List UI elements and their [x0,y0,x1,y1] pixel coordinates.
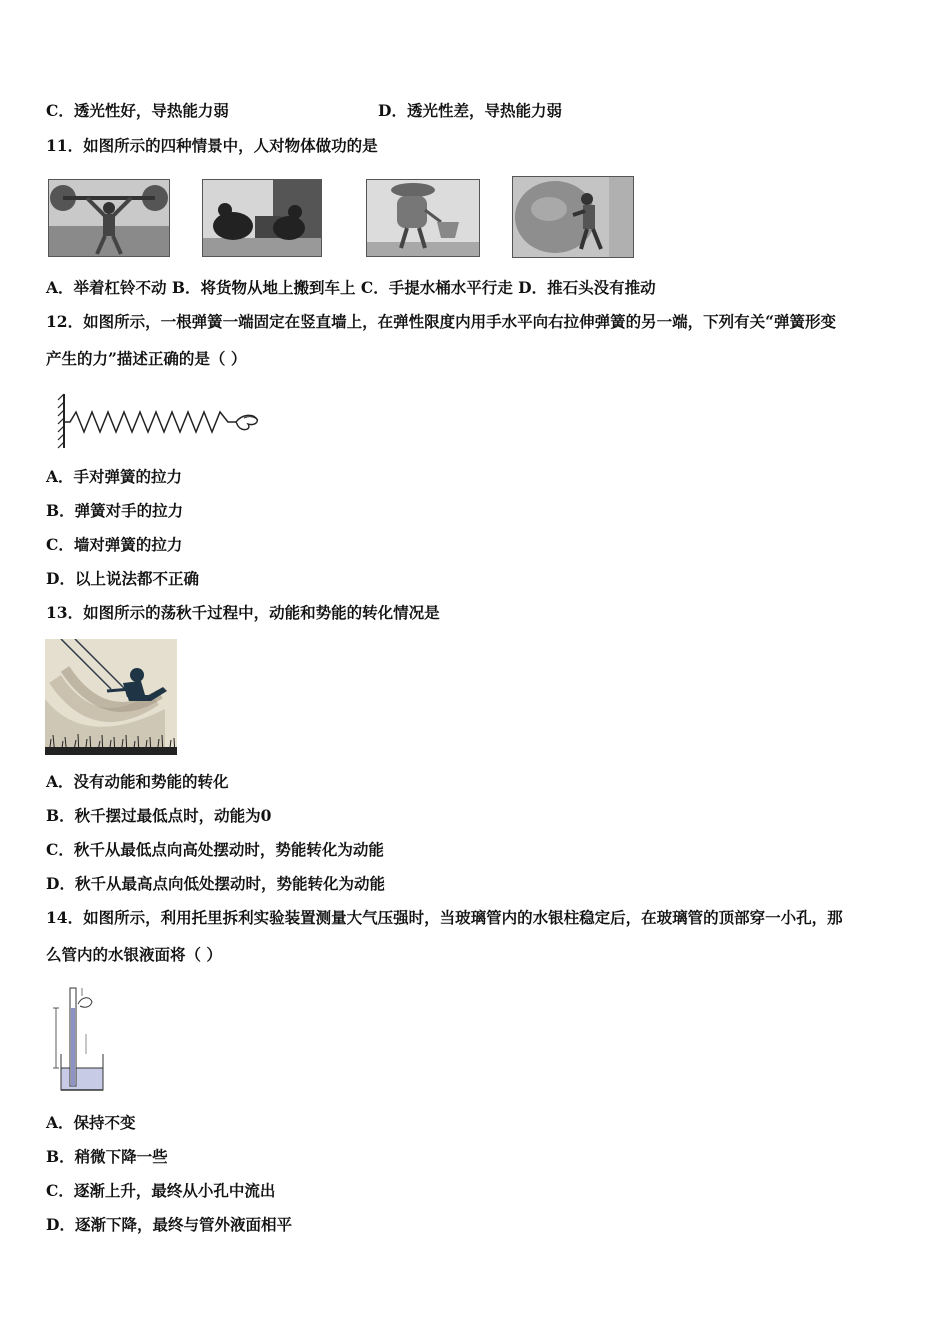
q12-spring-figure [56,392,262,450]
q13-option-a: A．没有动能和势能的转化 [46,772,229,791]
swing-illustration [45,639,177,755]
q12-option-b: B．弹簧对手的拉力 [46,501,184,520]
q14-option-d: D．逐渐下降，最终与管外液面相平 [46,1215,292,1234]
q12-option-a: A．手对弹簧的拉力 [46,467,183,486]
q11-photo-rock [512,176,634,258]
q13-option-b: B．秋千摆过最低点时，动能为0 [46,806,272,825]
q12-option-d: D．以上说法都不正确 [46,569,199,588]
prev-option-c: C．透光性好，导热能力弱 [46,101,229,120]
q11-photo-cargo [202,179,322,257]
q14-stem-line1: 14．如图所示，利用托里拆利实验装置测量大气压强时，当玻璃管内的水银柱稳定后，在玻璃管的顶部穿一小孔，那 [46,908,843,927]
rock-figure [513,177,633,257]
q13-stem: 13．如图所示的荡秋千过程中，动能和势能的转化情况是 [46,603,440,622]
cargo-figure [203,180,321,256]
prev-option-d: D．透光性差，导热能力弱 [378,101,562,120]
q14-option-b: B．稍微下降一些 [46,1147,168,1166]
q14-torricelli-figure [48,984,108,1092]
q11-photo-bucket [366,179,480,257]
q12-stem-line1: 12．如图所示，一根弹簧一端固定在竖直墙上，在弹性限度内用手水平向右拉伸弹簧的另一端，下列有关“弹簧形变 [46,312,836,331]
q14-option-c: C．逐渐上升，最终从小孔中流出 [46,1181,276,1200]
q13-option-c: C．秋千从最低点向高处摆动时，势能转化为动能 [46,840,384,859]
q12-option-c: C．墙对弹簧的拉力 [46,535,183,554]
q14-stem-line2: 么管内的水银液面将（ ） [46,945,222,964]
barbell-figure [49,180,169,256]
q11-options: A．举着杠铃不动 B．将货物从地上搬到车上 C．手提水桶水平行走 D．推石头没有推动 [46,278,656,297]
bucket-figure [367,180,479,256]
q11-stem: 11．如图所示的四种情景中，人对物体做功的是 [46,136,378,155]
q13-swing-figure [45,639,177,755]
q13-option-d: D．秋千从最高点向低处摆动时，势能转化为动能 [46,874,385,893]
torricelli-tube-icon [48,984,108,1092]
q11-photo-barbell [48,179,170,257]
q12-stem-line2: 产生的力”描述正确的是（ ） [46,349,247,368]
spring-wall-icon [56,392,262,450]
q14-option-a: A．保持不变 [46,1113,136,1132]
